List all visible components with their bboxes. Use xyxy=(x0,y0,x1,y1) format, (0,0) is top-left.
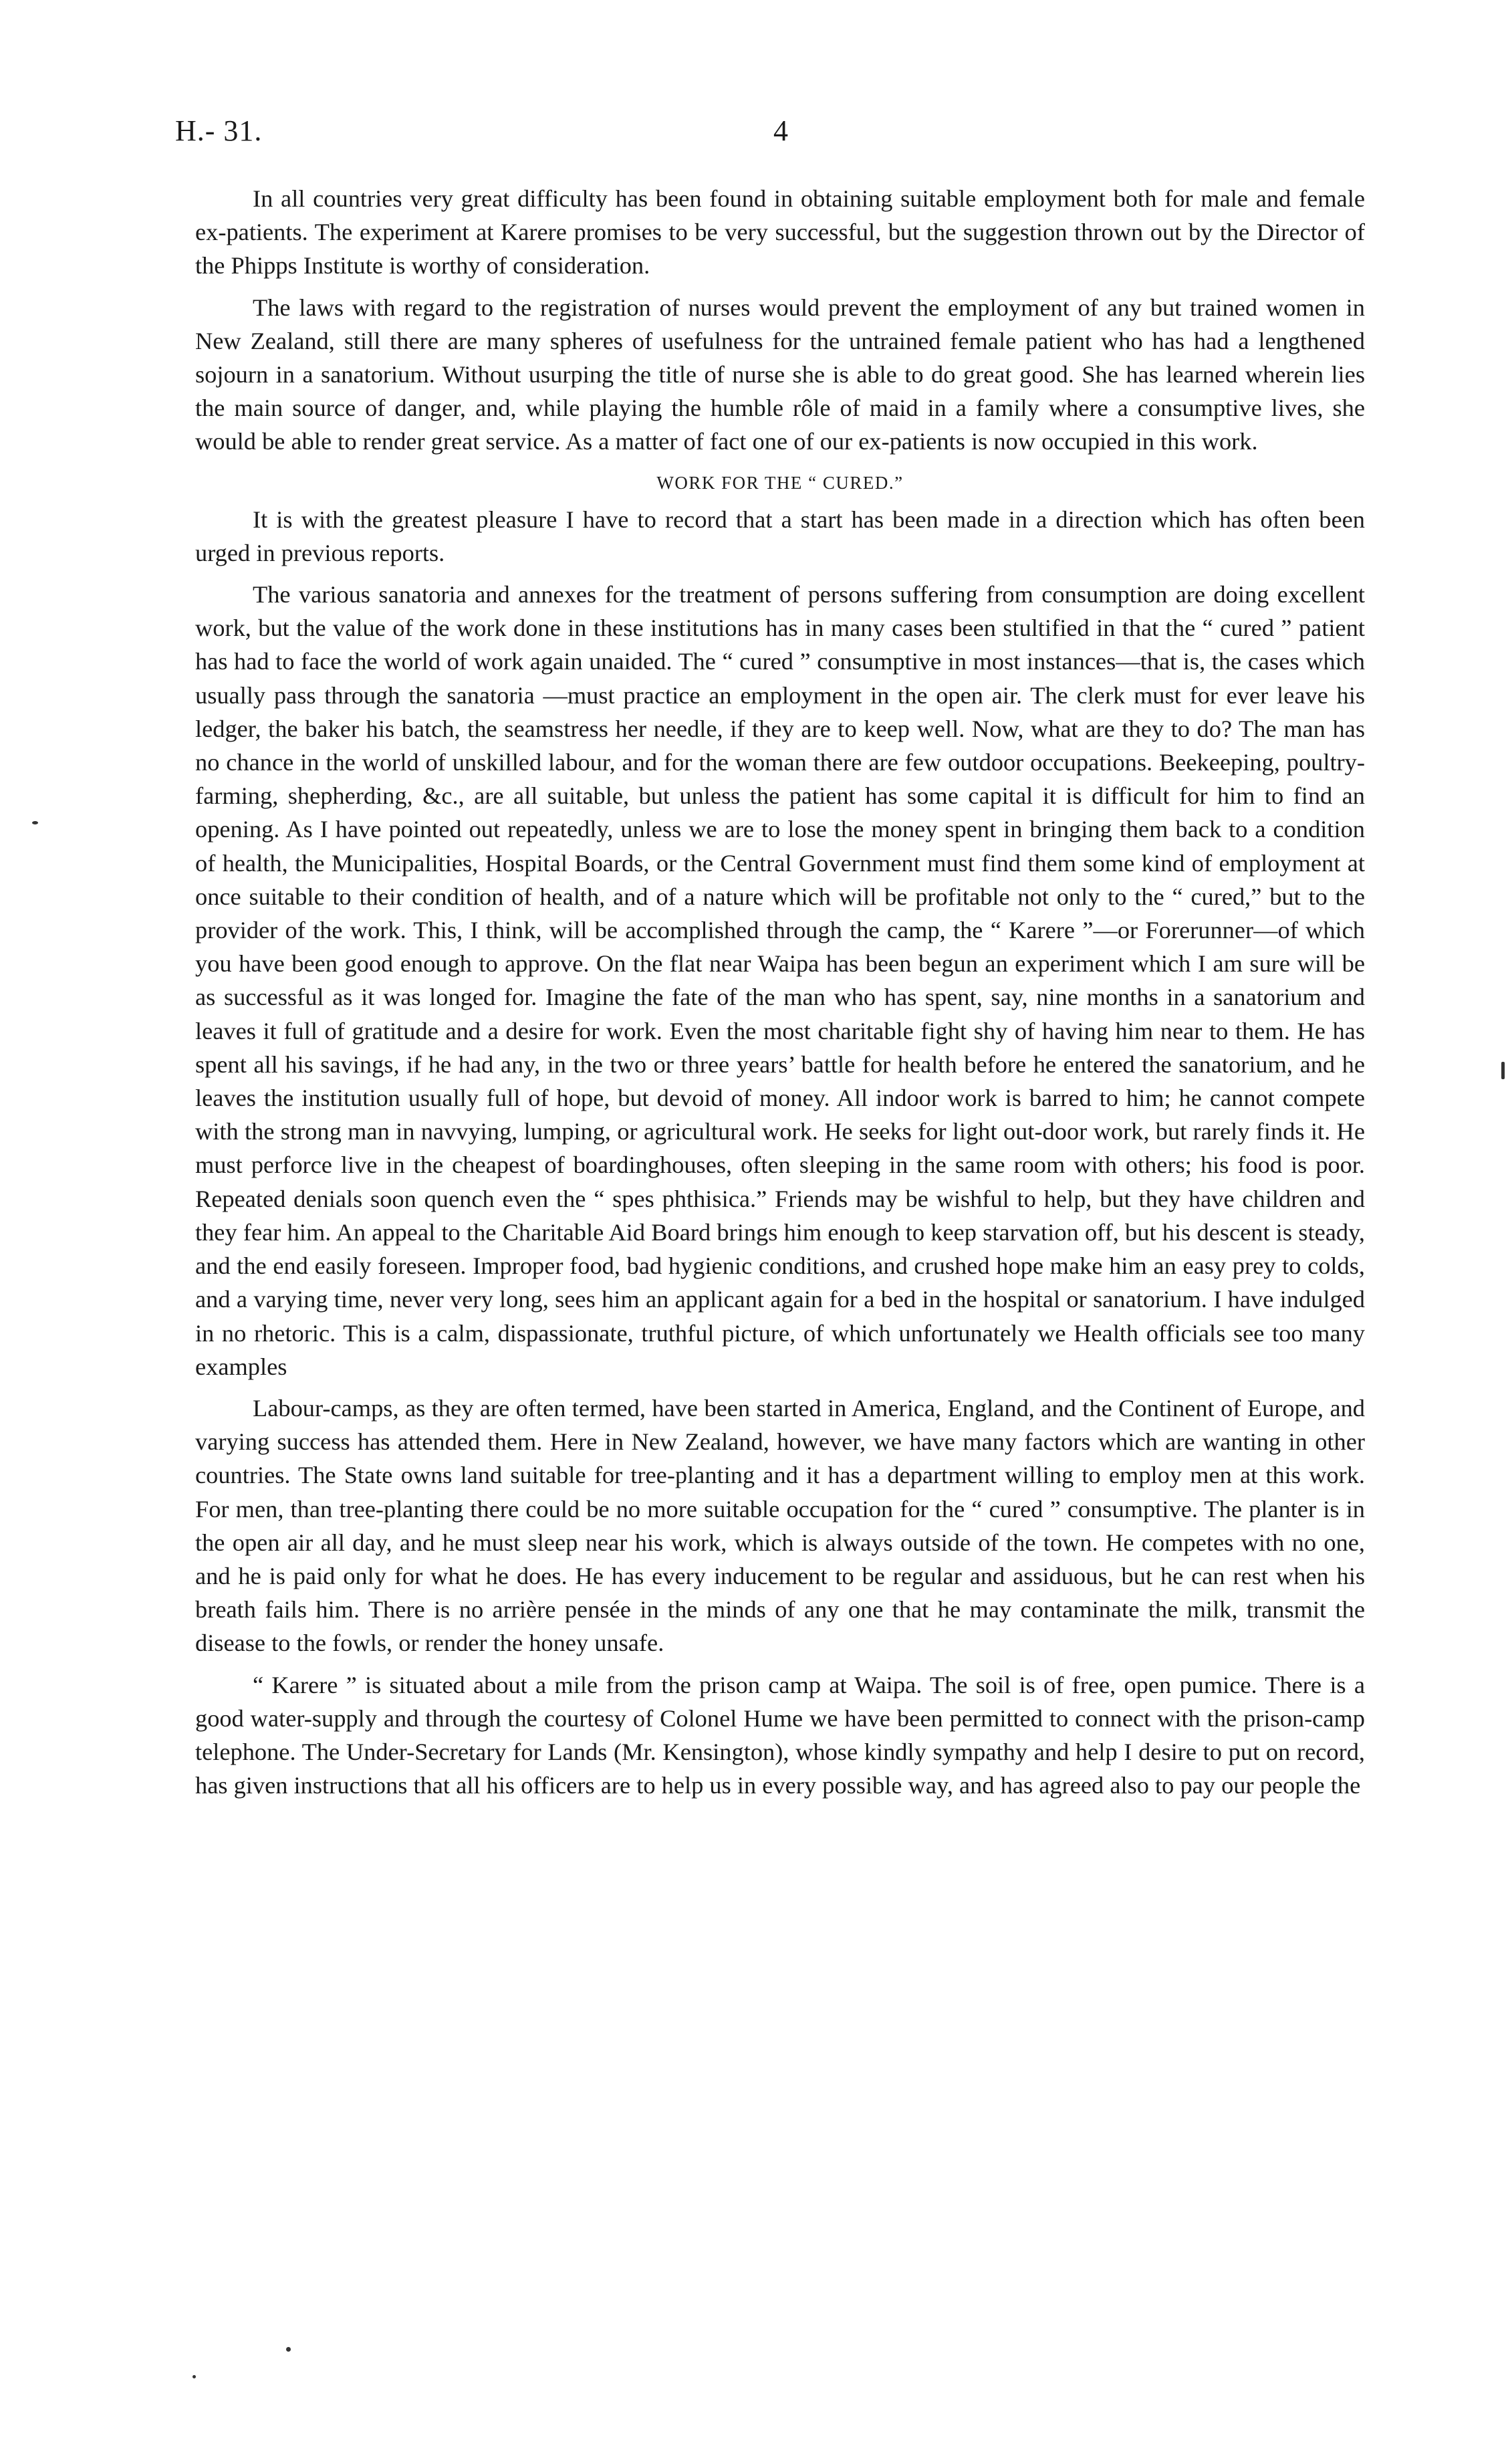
page-number: 4 xyxy=(773,114,788,147)
paragraph-karere: “ Karere ” is situated about a mile from the prison camp at Waipa. The soil is of free, open pumice. There is a good water-supply and through the courtesy of Colonel Hume we have been permitted to connect with the prison-camp telephone. The Under-Secretary for Lands (Mr. Kensington), whose kindly sympathy and help I desire to put on record, has given instructions that all his officers are to help us in every possible way, and has agreed also to pay our people the xyxy=(195,1671,1365,1799)
scan-speck xyxy=(32,821,38,824)
scan-speck xyxy=(286,2347,291,2352)
scan-speck xyxy=(1501,1062,1505,1079)
paragraph-start: It is with the greatest pleasure I have to record that a start has been made in a direction which has often been urged in previous reports. xyxy=(195,506,1365,566)
paragraph-nurses: The laws with regard to the registration of nurses would prevent the employment of any but trained women in New Zealand, still there are many spheres of usefulness for the untrained female patient who has had a lengthened sojourn in a sanatorium. Without usurping the title of nurse she is able to do great good. She has learned wherein lies the main source of danger, and, while playing the humble rôle of maid in a family where a consumptive lives, she would be able to render great service. As a matter of fact one of our ex-patients is now occupied in this work. xyxy=(195,294,1365,455)
document-reference: H.- 31. xyxy=(175,114,263,147)
paragraph-employment: In all countries very great difficulty has been found in obtaining suitable employment both for male and female ex-patients. The experiment at Karere promises to be very successful, but the suggestion thrown out by the Director of the Phipps Institute is worthy of consideration. xyxy=(195,185,1365,279)
scan-speck xyxy=(193,2375,196,2378)
paragraph-sanatoria: The various sanatoria and annexes for the treatment of persons suffering from consumption are doing excellent work, but the value of the work done in these institutions has in many cases been stultified in that the “ cured ” patient has had to face the world of work again unaided. The “ cured ” consumptive in most instances—that is, the cases which usually pass through the sanatoria —must practice an employment in the open air. The clerk must for ever leave his ledger, the baker his batch, the seamstress her needle, if they are to keep well. Now, what are they to do? The man has no chance in the world of unskilled labour, and for the woman there are few outdoor occupations. Beekeeping, poultry-farming, shepherding, &c., are all suitable, but unless the patient has some capital it is difficult for him to find an opening. As I have pointed out repeatedly, unless we are to lose the money spent in bringing them back to a condition of health, the Municipalities, Hospital Boards, or the Central Government must find them some kind of employment at once suitable to their condition of health, and of a nature which will be profitable not only to the “ cured,” but to the provider of the work. This, I think, will be accomplished through the camp, the “ Karere ”—or Forerunner—of which you have been good enough to approve. On the flat near Waipa has been begun an experiment which I am sure will be as successful as it was longed for. Imagine the fate of the man who has spent, say, nine months in a sanatorium and leaves it full of gratitude and a desire for work. Even the most charitable fight shy of having him near to them. He has spent all his savings, if he had any, in the two or three years’ battle for health before he entered the sanatorium, and he leaves the institution usually full of hope, but devoid of money. All indoor work is barred to him; he cannot compete with the strong man in navvying, lumping, or agricultural work. He seeks for light out-door work, but rarely finds it. He must perforce live in the cheapest of boardinghouses, often sleeping in the same room with others; his food is poor. Repeated denials soon quench even the “ spes phthisica.” Friends may be wishful to help, but they have children and they fear him. An appeal to the Charitable Aid Board brings him enough to keep starvation off, but his descent is steady, and the end easily foreseen. Improper food, bad hygienic conditions, and crushed hope make him an easy prey to colds, and a varying time, never very long, sees him an applicant again for a bed in the hospital or sanatorium. I have indulged in no rhetoric. This is a calm, dispassionate, truthful picture, of which unfortunately we Health officials see too many examples xyxy=(195,581,1365,1380)
page-header xyxy=(175,114,1365,160)
paragraph-labour-camps: Labour-camps, as they are often termed, have been started in America, England, and the Continent of Europe, and varying success has attended them. Here in New Zealand, however, we have many factors which are wanting in other countries. The State owns land suitable for tree-planting and it has a department willing to employ men at this work. For men, than tree-planting there could be no more suitable occupation for the “ cured ” consumptive. The planter is in the open air all day, and he must sleep near his work, which is always outside of the town. He competes with no one, and he is paid only for what he does. He has every inducement to be regular and assiduous, but he can rest when his breath fails him. There is no arrière pensée in the minds of any one that he may contaminate the milk, transmit the disease to the fowls, or render the honey unsafe. xyxy=(195,1394,1365,1657)
document-body xyxy=(195,182,1365,1810)
section-heading: WORK FOR THE “ CURED.” xyxy=(656,472,904,493)
